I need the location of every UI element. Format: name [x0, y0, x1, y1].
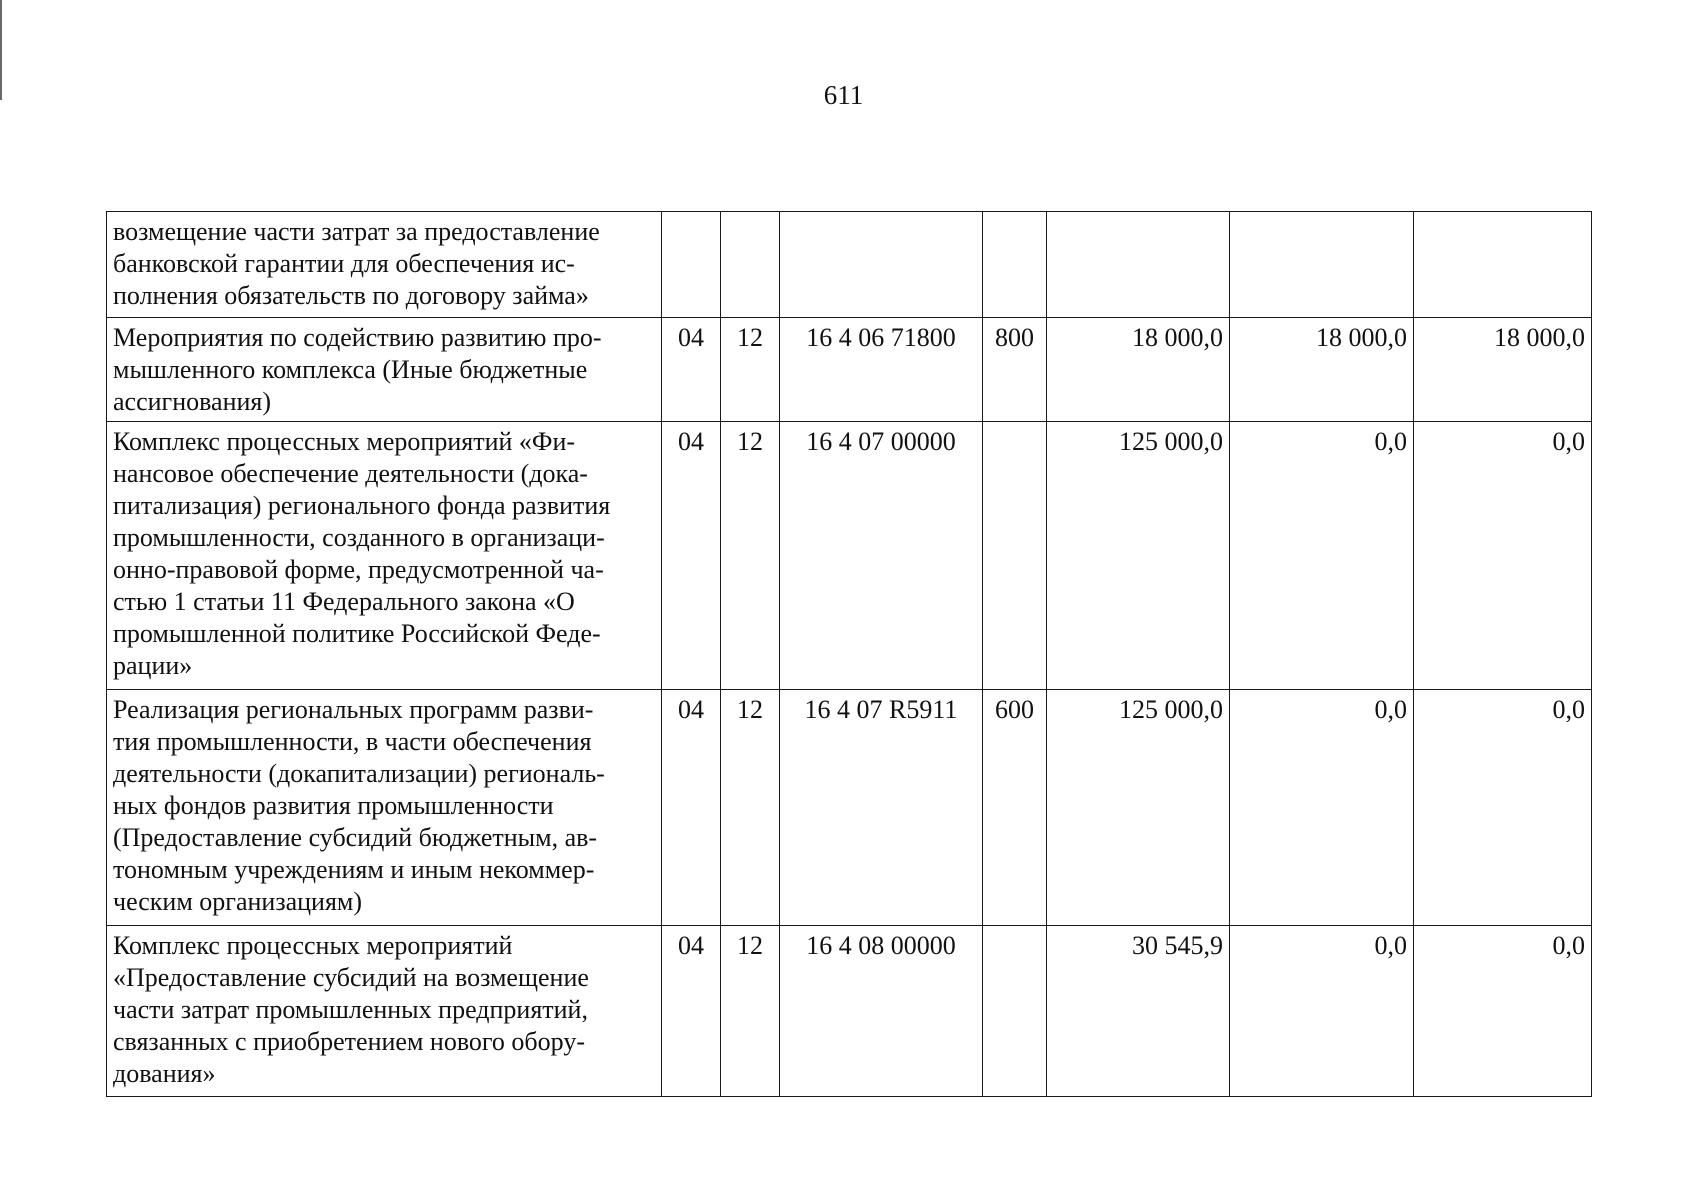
expense-name-line: тия промышленности, в части обеспечения [113, 727, 592, 756]
section-code-cell: 04 [662, 318, 721, 422]
expense-name-line: стью 1 статьи 11 Федерального закона «О [113, 587, 575, 616]
expense-type-cell [983, 422, 1047, 690]
expense-name-line: Реализация региональных программ разви- [113, 695, 594, 724]
table-row [107, 422, 1592, 690]
amount-year1-cell: 125 000,0 [1047, 422, 1230, 690]
expense-name-line: нансовое обеспечение деятельности (дока- [113, 459, 588, 488]
section-code-cell: 04 [662, 690, 721, 926]
amount-year2-cell: 0,0 [1230, 422, 1414, 690]
expense-name-line: ческим организациям) [113, 887, 363, 916]
target-article-cell: 16 4 08 00000 [780, 926, 983, 1097]
expense-name-line: полнения обязательств по договору займа» [113, 281, 589, 310]
target-article-cell: 16 4 07 R5911 [780, 690, 983, 926]
subsection-code-cell: 12 [721, 422, 780, 690]
expense-name-line: онно-правовой форме, предусмотренной ча- [113, 555, 604, 584]
expense-name-line: ных фондов развития промышленности [113, 791, 554, 820]
target-article-cell [780, 212, 983, 318]
expense-name-cell [107, 926, 662, 1097]
expense-name-line: части затрат промышленных предприятий, [113, 995, 588, 1024]
expense-name-line: Комплекс процессных мероприятий [113, 931, 513, 960]
expense-name-line: банковской гарантии для обеспечения ис- [113, 249, 575, 278]
table-body [107, 212, 1592, 1097]
amount-year1-cell: 18 000,0 [1047, 318, 1230, 422]
subsection-code-cell [721, 212, 780, 318]
expense-name-line: Мероприятия по содействию развитию про- [113, 323, 602, 352]
subsection-code-cell: 12 [721, 690, 780, 926]
table-row [107, 212, 1592, 318]
expense-name-line: тономным учреждениям и иным некоммер- [113, 855, 595, 884]
expense-name-line: рации» [113, 651, 193, 680]
expense-type-cell: 800 [983, 318, 1047, 422]
table-row [107, 318, 1592, 422]
amount-year3-cell: 0,0 [1414, 690, 1592, 926]
amount-year2-cell: 18 000,0 [1230, 318, 1414, 422]
amount-year3-cell [1414, 212, 1592, 318]
expense-name-line: промышленной политике Российской Феде- [113, 619, 601, 648]
expense-name-line: возмещение части затрат за предоставление [113, 217, 600, 246]
expense-name-line: дования» [113, 1059, 216, 1088]
amount-year2-cell: 0,0 [1230, 690, 1414, 926]
expense-type-cell: 600 [983, 690, 1047, 926]
expense-name-cell [107, 212, 662, 318]
expense-name-line: (Предоставление субсидий бюджетным, ав- [113, 823, 598, 852]
expense-name-line: мышленного комплекса (Иные бюджетные [113, 355, 588, 384]
amount-year2-cell: 0,0 [1230, 926, 1414, 1097]
section-code-cell [662, 212, 721, 318]
amount-year3-cell: 0,0 [1414, 422, 1592, 690]
expense-name-line: промышленности, созданного в организаци- [113, 523, 605, 552]
amount-year3-cell: 0,0 [1414, 926, 1592, 1097]
amount-year1-cell: 125 000,0 [1047, 690, 1230, 926]
expense-name-cell [107, 422, 662, 690]
expense-name-cell [107, 690, 662, 926]
amount-year3-cell: 18 000,0 [1414, 318, 1592, 422]
expense-type-cell [983, 212, 1047, 318]
section-code-cell: 04 [662, 926, 721, 1097]
subsection-code-cell: 12 [721, 318, 780, 422]
budget-table [106, 211, 1592, 1097]
expense-type-cell [983, 926, 1047, 1097]
expense-name-cell [107, 318, 662, 422]
amount-year2-cell [1230, 212, 1414, 318]
expense-name-line: ассигнования) [113, 387, 272, 416]
subsection-code-cell: 12 [721, 926, 780, 1097]
amount-year1-cell: 30 545,9 [1047, 926, 1230, 1097]
table-row [107, 926, 1592, 1097]
table-row [107, 690, 1592, 926]
amount-year1-cell [1047, 212, 1230, 318]
expense-name-line: «Предоставление субсидий на возмещение [113, 963, 589, 992]
page-number: 611 [823, 80, 864, 110]
target-article-cell: 16 4 06 71800 [780, 318, 983, 422]
target-article-cell: 16 4 07 00000 [780, 422, 983, 690]
expense-name-line: связанных с приобретением нового обору- [113, 1027, 585, 1056]
expense-name-line: питализация) регионального фонда развития [113, 491, 611, 520]
section-code-cell: 04 [662, 422, 721, 690]
expense-name-line: деятельности (докапитализации) региональ- [113, 759, 605, 788]
expense-name-line: Комплекс процессных мероприятий «Фи- [113, 427, 576, 456]
